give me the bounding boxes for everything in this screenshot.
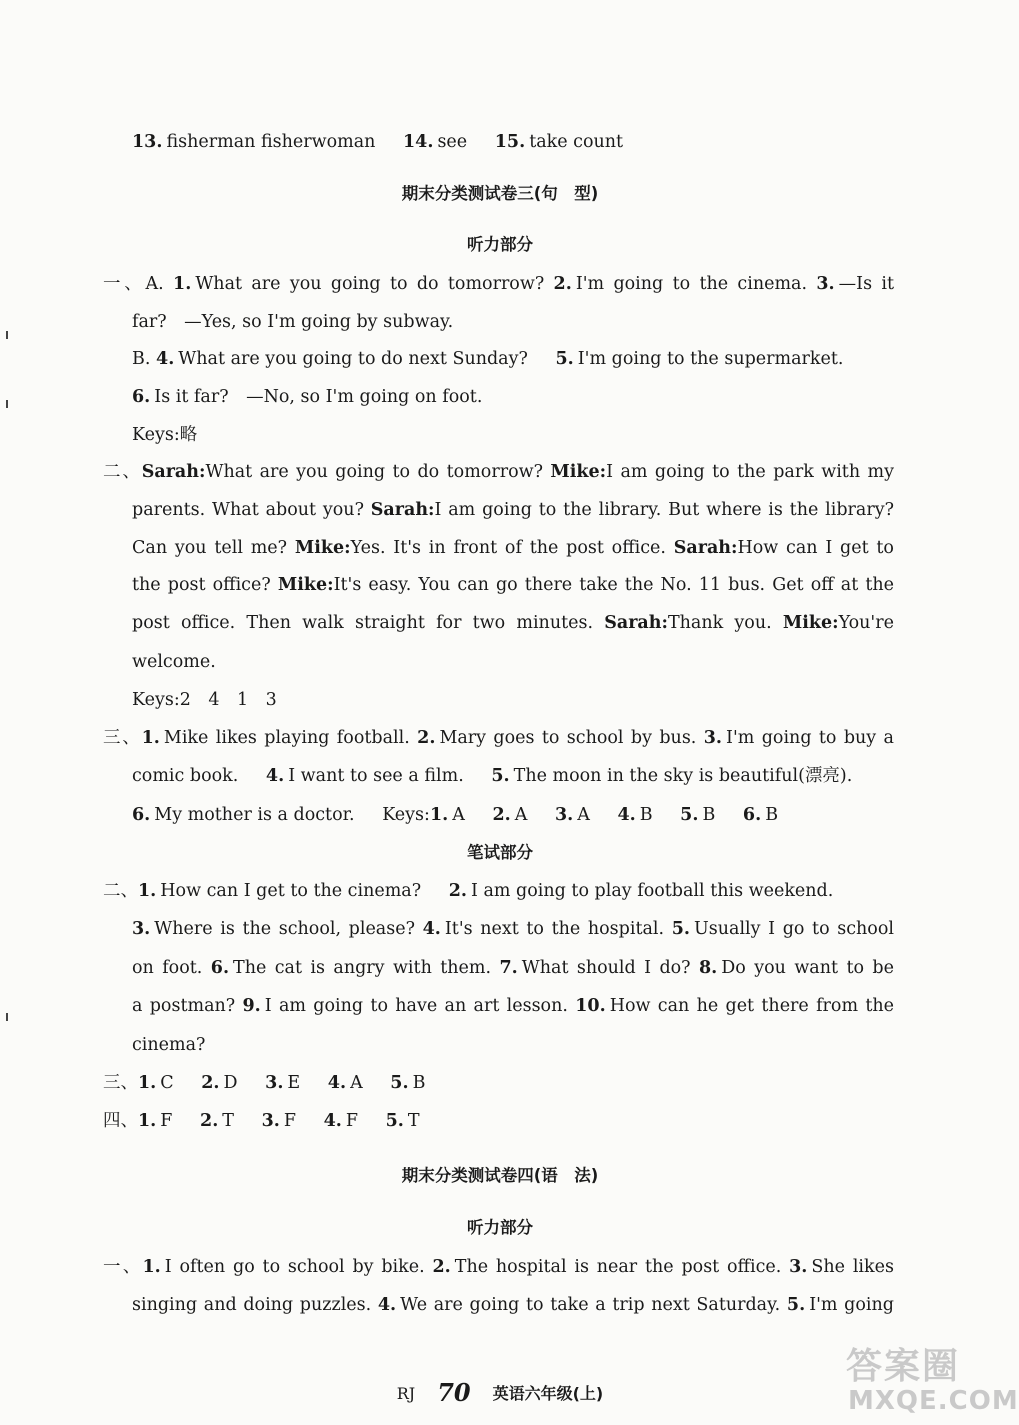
test3-s1-line4: 6. Is it far? —No, so I'm going on foot.	[132, 387, 483, 407]
margin-tick	[6, 1013, 8, 1021]
test3-w2-line5: cinema?	[132, 1035, 206, 1055]
test3-w2-line1: 二、1. How can I get to the cinema? 2. I am going to play football this weekend.	[103, 881, 834, 901]
margin-tick	[6, 331, 8, 339]
test3-w3-line: 三、1. C 2. D 3. E 4. A 5. B	[103, 1073, 426, 1093]
test3-s1-keys: Keys:略	[132, 425, 198, 445]
test3-w2-line2: 3. Where is the school, please? 4. It's next to the hospital. 5. Usually I go to school	[132, 919, 894, 939]
book-title: 英语六年级(上)	[492, 1384, 604, 1403]
test3-written-heading: 笔试部分	[467, 843, 533, 862]
series-code: RJ	[396, 1384, 416, 1403]
watermark-cn: 答案圈	[846, 1346, 961, 1387]
test3-w2-line3: on foot. 6. The cat is angry with them. 7. What should I do? 8. Do you want to be	[132, 958, 894, 978]
test3-s1-line2: far? —Yes, so I'm going by subway.	[132, 312, 454, 332]
test3-s2-keys: Keys:2 4 1 3	[132, 690, 277, 710]
test3-s3-line1: 三、1. Mike likes playing football. 2. Mary goes to school by bus. 3. I'm going to buy a	[103, 728, 894, 748]
test3-s3-line3: 6. My mother is a doctor. Keys:1. A 2. A 3. A 4. B 5. B 6. B	[132, 805, 779, 825]
test3-s2-line3: Can you tell me? Mike:Yes. It's in front of the post office. Sarah:How can I get to	[132, 538, 894, 558]
test3-s3-line2: comic book. 4. I want to see a film. 5. The moon in the sky is beautiful(漂亮).	[132, 766, 853, 786]
test4-listening-heading: 听力部分	[467, 1218, 533, 1237]
test3-s2-line5: post office. Then walk straight for two minutes. Sarah:Thank you. Mike:You're	[132, 613, 894, 633]
test3-s2-line4: the post office? Mike:It's easy. You can go there take the No. 11 bus. Get off at the	[132, 575, 894, 595]
test4-line1: 一、1. I often go to school by bike. 2. The hospital is near the post office. 3. She likes	[103, 1257, 894, 1277]
test4-title: 期末分类测试卷四(语 法)	[401, 1166, 599, 1185]
test3-listening-heading: 听力部分	[467, 235, 533, 254]
margin-tick	[6, 400, 8, 408]
test3-s2-line1: 二、Sarah:What are you going to do tomorrow? Mike:I am going to the park with my	[103, 462, 894, 482]
test3-s2-line6: welcome.	[132, 652, 216, 672]
test3-s2-line2: parents. What about you? Sarah:I am going to the library. But where is the library?	[132, 500, 894, 520]
page-number: 70	[437, 1378, 471, 1407]
test4-line2: singing and doing puzzles. 4. We are going to take a trip next Saturday. 5. I'm going	[132, 1295, 894, 1315]
test3-title: 期末分类测试卷三(句 型)	[401, 184, 599, 203]
watermark-logo	[842, 1338, 1019, 1422]
test3-w4-line: 四、1. F 2. T 3. F 4. F 5. T	[103, 1111, 420, 1131]
test3-s1-line3: B. 4. What are you going to do next Sunday? 5. I'm going to the supermarket.	[132, 349, 844, 369]
test3-w2-line4: a postman? 9. I am going to have an art lesson. 10. How can he get there from the	[132, 996, 894, 1016]
test3-s1-line1: 一、A. 1. What are you going to do tomorrow? 2. I'm going to the cinema. 3. —Is it	[103, 274, 894, 294]
watermark-en: MXQE.COM	[848, 1386, 1019, 1416]
answer-line-13-15: 13. fisherman fisherwoman 14. see 15. take count	[132, 132, 624, 152]
